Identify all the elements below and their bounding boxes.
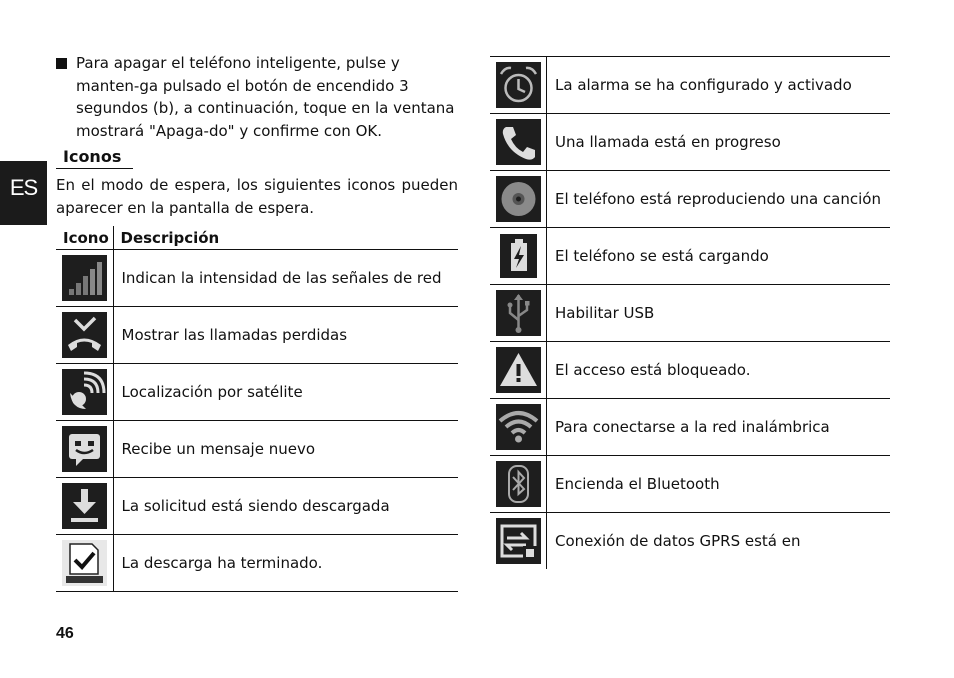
icon-table-left	[56, 226, 458, 592]
table-row	[490, 57, 890, 114]
download-complete-icon	[62, 540, 107, 586]
row-description: Una llamada está en progreso	[547, 114, 891, 171]
phone-call-icon	[496, 119, 541, 165]
table-row	[490, 456, 890, 513]
language-tab: ES	[0, 161, 47, 225]
row-description: El teléfono está reproduciendo una canción	[547, 171, 891, 228]
signal-strength-icon	[62, 255, 107, 301]
table-row	[490, 342, 890, 399]
row-description: La alarma se ha configurado y activado	[547, 57, 891, 114]
table-row	[490, 399, 890, 456]
description-column-header: Descripción	[113, 226, 458, 250]
table-row	[490, 171, 890, 228]
row-description: La descarga ha terminado.	[113, 535, 458, 592]
alarm-clock-icon	[496, 62, 541, 108]
warning-icon	[496, 347, 541, 393]
missed-call-icon	[62, 312, 107, 358]
row-description: Localización por satélite	[113, 364, 458, 421]
row-description: Conexión de datos GPRS está en	[555, 532, 801, 550]
row-description: El acceso está bloqueado.	[547, 342, 891, 399]
row-description: Indican la intensidad de las señales de red	[113, 250, 458, 307]
section-heading: Iconos	[56, 146, 133, 169]
row-description: Encienda el Bluetooth	[547, 456, 891, 513]
row-description: Para conectarse a la red inalámbrica	[547, 399, 891, 456]
bullet-text: Para apagar el teléfono inteligente, pulse y manten-ga pulsado el botón de encendido 3 segundos (b), a continuación, toque en la ventana mostrará "Apaga-do" y confirme con OK.	[76, 54, 455, 140]
row-description: El teléfono se está cargando	[547, 228, 891, 285]
row-description: La solicitud está siendo descargada	[113, 478, 458, 535]
table-row	[490, 114, 890, 171]
table-header-row	[56, 226, 458, 250]
new-message-icon	[62, 426, 107, 472]
icon-column-header: Icono	[56, 226, 113, 250]
bluetooth-icon	[496, 461, 541, 507]
usb-icon	[496, 290, 541, 336]
bullet-paragraph	[56, 52, 458, 142]
table-row	[56, 421, 458, 478]
row-description: Mostrar las llamadas perdidas	[113, 307, 458, 364]
table-row	[56, 535, 458, 592]
intro-paragraph: En el modo de espera, los siguientes iconos pueden aparecer en la pantalla de espera.	[56, 176, 458, 217]
bullet-square	[56, 58, 67, 69]
table-row	[490, 285, 890, 342]
table-row	[56, 307, 458, 364]
table-row	[490, 513, 890, 570]
download-icon	[62, 483, 107, 529]
page-number: 46	[56, 625, 74, 642]
table-row	[56, 250, 458, 307]
row-description: Habilitar USB	[547, 285, 891, 342]
data-transfer-icon	[496, 518, 541, 564]
battery-charging-icon	[496, 233, 541, 279]
row-description: Recibe un mensaje nuevo	[113, 421, 458, 478]
table-row	[56, 478, 458, 535]
table-row	[490, 228, 890, 285]
music-disc-icon	[496, 176, 541, 222]
icon-table-right	[490, 56, 890, 569]
wifi-icon	[496, 404, 541, 450]
table-row	[56, 364, 458, 421]
satellite-icon	[62, 369, 107, 415]
